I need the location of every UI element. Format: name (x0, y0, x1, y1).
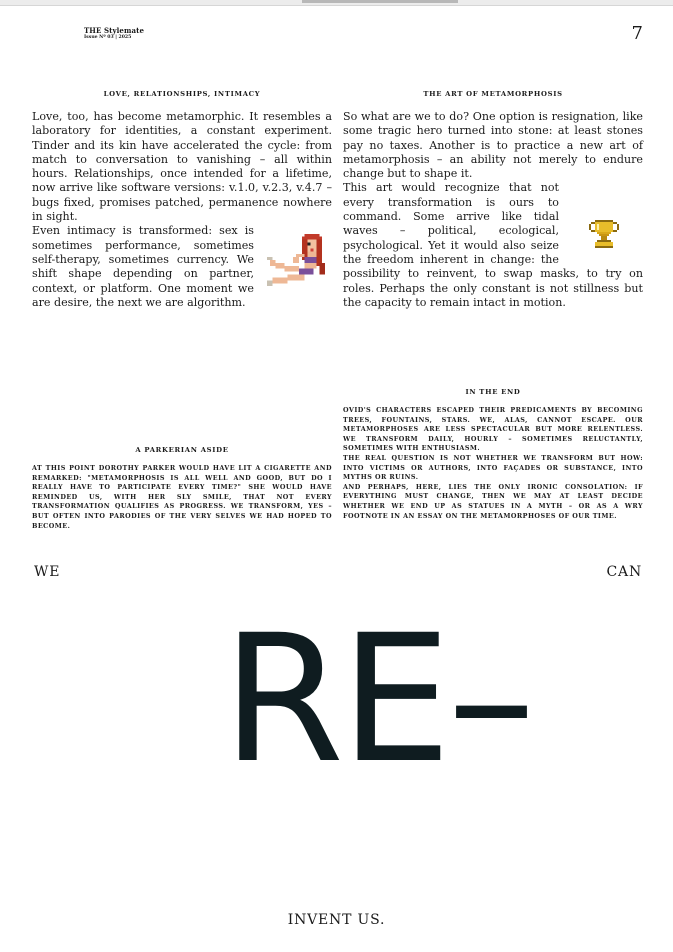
masthead (84, 27, 144, 40)
magazine-name: THE Stylemate (84, 26, 144, 35)
art-section-heading: THE ART OF METAMORPHOSIS (423, 90, 563, 98)
end-paragraph-3: AND PERHAPS, HERE, LIES THE ONLY IRONIC CONSOLATION: IF EVERYTHING MUST CHANGE, THEN WE MAY AT LEAST DECIDE WHETHER WE END UP AS STATUES IN A MYTH – OR AS A WRY FOOTNOTE IN AN ESSAY ON THE METAMORPHOSES OF OUR TIME. (343, 482, 643, 520)
art-section-body (343, 110, 643, 310)
scroll-indicator (0, 0, 673, 6)
closing-big-word: RE– (222, 597, 532, 802)
pixel-pinup-figure-icon (260, 228, 332, 298)
end-section-heading: IN THE END (465, 388, 521, 396)
parkerian-section-body (32, 464, 332, 531)
end-paragraph-1: OVID'S CHARACTERS ESCAPED THEIR PREDICAMENTS BY BECOMING TREES, FOUNTAINS, STARS. WE, ALAS, CANNOT ESCAPE. OUR METAMORPHOSES ARE LESS SPECTACULAR BUT MORE RELENTLESS. WE TRANSFORM DAILY, HOURLY – SOMETIMES RELUCTANTLY, SOMETIMES WITH ENTHUSIASM. (343, 406, 643, 453)
pixel-trophy-icon (565, 218, 643, 260)
closing-word-can: CAN (606, 564, 642, 580)
parkerian-section-heading: A PARKERIAN ASIDE (135, 446, 229, 454)
parkerian-paragraph: AT THIS POINT DOROTHY PARKER WOULD HAVE LIT A CIGARETTE AND REMARKED: "METAMORPHOSIS IS ALL WELL AND GOOD, BUT DO I REALLY HAVE TO PARTICIPATE EVERY TIME?" SHE WOULD HAVE REMINDED US, WITH HER SLY SMILE, THAT NOT EVERY TRANSFORMATION QUALIFIES AS PROGRESS. WE TRANSFORM, YES – BUT OFTEN INTO PARODIES OF THE VERY SELVES WE HAD HOPED TO BECOME. (32, 464, 332, 530)
art-paragraph-2: This art would recognize that not every transformation is ours to command. Some arrive like tidal waves – political, ecological, psychological. Yet it would also seize the freedom inherent in change: the possibility to reinvent, to swap masks, to try on roles. Perhaps the only constant is not stillness but the capacity to remain intact in motion. (343, 181, 643, 309)
issue-info: Issue Nº 03 | 2025 (84, 34, 132, 40)
closing-word-invent: INVENT US. (287, 912, 386, 928)
love-paragraph-2: Even intimacy is transformed: sex is sometimes performance, sometimes self-therapy, sometimes currency. We shift shape depending on partner, context, or platform. One moment we are desire, the next we are algorithm. (32, 224, 254, 309)
love-paragraph-1: Love, too, has become metamorphic. It resembles a laboratory for identities, a constant experiment. Tinder and its kin have accelerated the cycle: from match to conversation to vanishing – all within hours. Relationships, once intended for a lifetime, now arrive like software versions: v.1.0, v.2.3, v.4.7 – bugs fixed, promises patched, permanence nowhere in sight. (32, 110, 332, 224)
end-paragraph-2: THE REAL QUESTION IS NOT WHETHER WE TRANSFORM BUT HOW: INTO VICTIMS OR AUTHORS, INTO FAÇADES OR SUBSTANCE, INTO MYTHS OR RUINS. (343, 453, 643, 482)
end-section-body (343, 406, 643, 521)
love-section-heading: LOVE, RELATIONSHIPS, INTIMACY (103, 90, 261, 98)
love-section-body (32, 110, 332, 310)
closing-word-we: WE (34, 564, 61, 580)
art-paragraph-1: So what are we to do? One option is resignation, like some tragic hero turned into stone: at least stones pay no taxes. Another is to practice a new art of metamorphosis – an ability not merely to endure change but to shape it. (343, 110, 643, 181)
page-number: 7 (631, 23, 643, 44)
scroll-thumb[interactable] (302, 0, 458, 3)
